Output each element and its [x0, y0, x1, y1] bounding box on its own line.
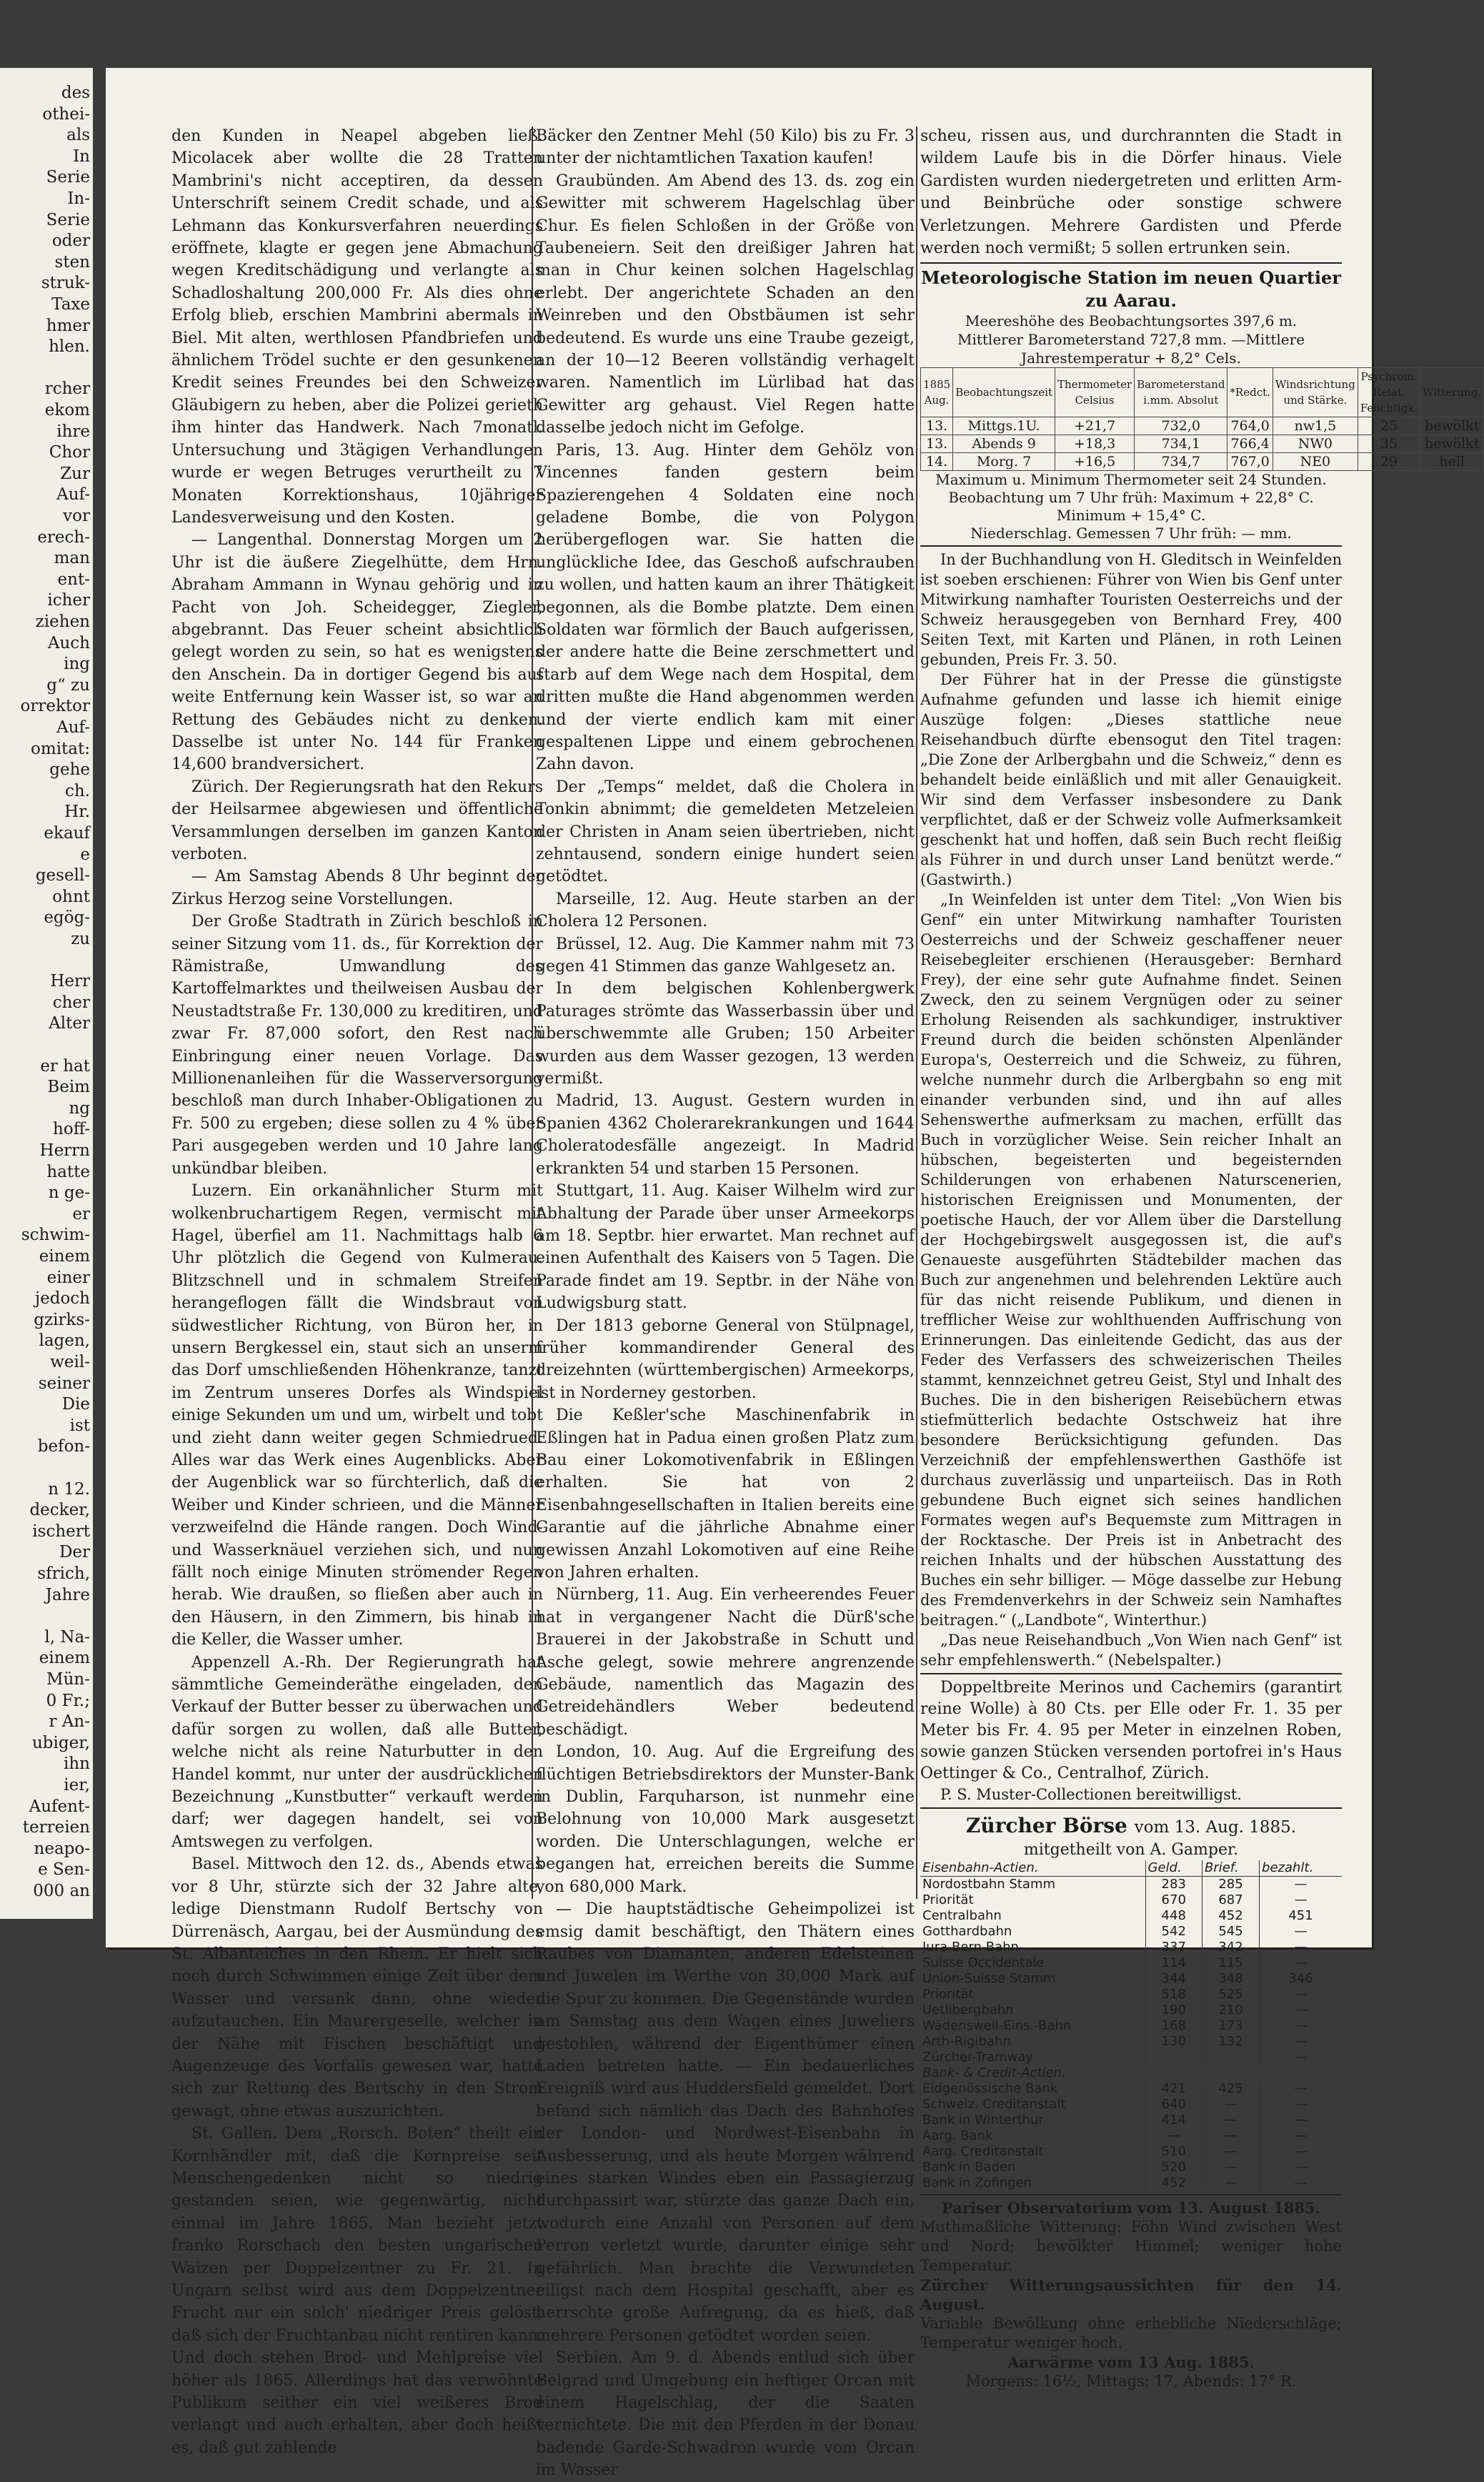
stock-table-cell: —	[1260, 2034, 1342, 2050]
stock-exchange-source: mitgetheilt von A. Gamper.	[1023, 1841, 1239, 1860]
stock-table-row	[920, 2018, 1342, 2034]
article-paragraph: Appenzell A.-Rh. Der Regierungrath hat sämmtliche Gemeinderäthe eingeladen, den Verkauf der Butter besser zu überwachen und dafür sorgen zu wollen, daß alle Butter, welche nicht als reine Naturbutter in den Handel kommt, nur unter der ausdrücklichen Bezeichnung „Kunstbutter“ verkauft werden darf; wer dagegen handelt, sei von Amtswegen zu verfolgen.	[171, 1653, 543, 1851]
weather-table-cell: hell	[1420, 453, 1484, 471]
weather-footnote: Minimum + 15,4° C.	[1056, 507, 1206, 525]
stock-table-cell: 425	[1202, 2081, 1259, 2097]
weather-table-header: Thermometer Celsius	[1055, 368, 1134, 417]
prev-page-fragment: In-	[67, 189, 90, 208]
weather-table-cell: 13.	[921, 435, 953, 453]
stock-table-cell: 520	[1145, 2160, 1202, 2175]
weather-table-row	[921, 417, 1484, 435]
prev-page-fragment: l, Na-	[44, 1627, 90, 1647]
stock-table-row	[920, 1955, 1342, 1971]
stock-table-cell: —	[1260, 2128, 1342, 2144]
forecast-line: Morgens: 16½, Mittags: 17, Abends: 17° R.	[965, 2373, 1297, 2391]
stock-table-row	[920, 1924, 1342, 1940]
divider	[920, 545, 1342, 547]
weather-table-row	[921, 435, 1484, 453]
stock-table-cell: —	[1260, 1987, 1342, 2002]
prev-page-fragment: hatte	[46, 1162, 90, 1181]
prev-page-fragment: icher	[47, 591, 90, 610]
stock-table-cell: —	[1260, 2097, 1342, 2113]
prev-page-fragment: seiner	[38, 1374, 90, 1393]
stock-table-row	[920, 2160, 1342, 2175]
prev-page-fragment: hmer	[46, 316, 90, 335]
stock-table-cell: 545	[1202, 1924, 1259, 1940]
article-paragraph: Graubünden. Am Abend des 13. ds. zog ein Gewitter mit schwerem Hagelschlag über Chur. Es fielen Schloßen in der Größe von Taubeneiern. Seit den dreißiger Jahren hat man in Chur keinen solchen Hagelschlag erlebt. Der angerichtete Schaden an den Weinreben und den Obstbäumen ist sehr bedeutend. Es wurde uns eine Traube gezeigt, an der 10—12 Beeren vollständig verhagelt waren. Namentlich im Lürlibad hat das Gewitter arg gehaust. Viel Regen hatte dasselbe jedoch nicht im Gefolge.	[536, 172, 915, 437]
prev-page-fragment: einem	[39, 1247, 90, 1266]
stock-table-row	[920, 2128, 1342, 2144]
weather-forecast	[920, 2198, 1342, 2391]
stock-exchange-date: vom 13. Aug. 1885.	[1134, 1818, 1297, 1837]
stock-table-cell: —	[1260, 2050, 1342, 2065]
stock-table-header: Eisenbahn-Actien.	[920, 1860, 1145, 1877]
prev-page-fragment: ziehen	[35, 612, 90, 631]
prev-page-fragment: erech-	[37, 527, 90, 547]
weather-table-header: Witterung.	[1420, 368, 1484, 417]
stock-table-cell: —	[1202, 2128, 1259, 2144]
prev-page-fragment: ekom	[44, 401, 90, 420]
weather-footnote: Beobachtung um 7 Uhr früh: Maximum + 22,8° C.	[948, 489, 1314, 507]
prev-page-fragment: lagen,	[39, 1331, 90, 1351]
stock-table-cell: 448	[1145, 1908, 1202, 1924]
stock-table-cell: 421	[1145, 2081, 1202, 2097]
stock-table-cell: Centralbahn	[922, 1908, 1002, 1924]
weather-table	[920, 367, 1484, 471]
prev-page-fragment: ischert	[32, 1522, 90, 1541]
stock-table-cell: 342	[1202, 1940, 1259, 1955]
prev-page-fragment: zu	[71, 930, 90, 948]
prev-page-fragment: orrektor	[20, 697, 90, 716]
prev-page-fragment: als	[66, 126, 90, 145]
article-paragraph: Serbien. Am 9. d. Abends entlud sich über Belgrad und Umgebung ein heftiger Orcan mit einem Hagelschlag, der die Saaten vernichtete. Die mit den Pferden in der Donau badende Garde-Schwadron wurde vom Orcan im Wasser	[536, 2349, 915, 2480]
stock-table-cell: Arth-Rigibahn	[922, 2034, 1011, 2050]
prev-page-fragment: sfrich,	[37, 1564, 90, 1583]
weather-table-cell: 29	[1358, 453, 1420, 471]
weather-table-cell: 764,0	[1227, 417, 1273, 435]
book-ad-paragraph: „Das neue Reisehandbuch „Von Wien nach Genf“ ist sehr empfehlenswerth.“ (Nebelspalter.)	[920, 1632, 1342, 1669]
prev-page-fragment: egög-	[44, 908, 90, 928]
article-paragraph: — Am Samstag Abends 8 Uhr beginnt der Zirkus Herzog seine Vorstellungen.	[171, 868, 543, 908]
prev-page-fragment: Herrn	[39, 1141, 90, 1160]
article-paragraph: Basel. Mittwoch den 12. ds., Abends etwas vor 8 Uhr, stürzte sich der 32 Jahre alte, ledige Dienstmann Rudolf Bertschy von Dürrenäsch, Aargau, bei der Ausmündung des St. Albanteiches in den Rhein. Er hielt sich noch durch Schwimmen einige Zeit über dem Wasser und versank dann, ohne wieder aufzutauchen. Ein Maurergeselle, welcher in der Nähe mit Fischen beschäftigt und Augenzeuge des Vorfalls gewesen war, hatte sich zur Rettung des Bertschy in den Strom gewagt, ohne etwas auszurichten.	[171, 1855, 543, 2120]
stock-table-cell: Schweiz. Creditanstalt	[922, 2097, 1066, 2113]
prev-page-fragment: e Sen-	[38, 1860, 90, 1880]
article-paragraph: Stuttgart, 11. Aug. Kaiser Wilhelm wird zur Abhaltung der Parade über unser Armeekorps am 18. Septbr. hier erwartet. Man rechnet auf einen Aufenthalt des Kaisers von 5 Tagen. Die Parade findet am 19. Septbr. in der Nähe von Ludwigsburg statt.	[536, 1182, 915, 1313]
stock-table-cell: —	[1260, 1892, 1342, 1908]
prev-page-fragment: cher	[52, 993, 90, 1012]
merinos-ad-ps: P. S. Muster-Collectionen bereitwilligst.	[940, 1786, 1242, 1804]
stock-table-cell: Priorität	[922, 1987, 974, 2002]
stock-table-cell: 173	[1202, 2018, 1259, 2034]
stock-table-cell: Gotthardbahn	[922, 1924, 1012, 1940]
stock-table-cell: —	[1202, 2175, 1259, 2191]
stock-table-cell: Wädensweil-Eins.-Bahn	[922, 2018, 1072, 2034]
stock-table-cell: Aarg. Creditanstalt	[922, 2144, 1044, 2160]
stock-table-cell: 337	[1145, 1940, 1202, 1955]
article-paragraph: Nürnberg, 11. Aug. Ein verheerendes Feuer hat in vergangener Nacht die Dürß'sche Brauerei in der Jakobstraße in Schutt und Asche gelegt, sowie mehrere angrenzende Gebäude, namentlich das Magazin des Getreidehändlers Weber bedeutend beschädigt.	[536, 1586, 915, 1739]
prev-page-fragment: Serie	[46, 210, 90, 229]
stock-table-cell: Bank in Winterthur	[922, 2113, 1044, 2128]
prev-page-fragment: n ge-	[48, 1183, 90, 1203]
forecast-line: Variable Bewölkung ohne erhebliche Niederschläge; Temperatur weniger hoch.	[920, 2315, 1342, 2352]
article-paragraph: Brüssel, 12. Aug. Die Kammer nahm mit 73 gegen 41 Stimmen das ganze Wahlgesetz an.	[536, 935, 915, 976]
weather-table-cell: Morg. 7	[953, 453, 1055, 471]
prev-page-fragment: Jahre	[45, 1585, 90, 1604]
newspaper-page	[106, 68, 1482, 2480]
weather-station-box	[920, 267, 1482, 542]
prev-page-fragment: ng	[69, 1098, 90, 1118]
prev-page-fragment: er hat	[40, 1056, 90, 1076]
prev-page-fragment: Beim	[47, 1078, 90, 1097]
weather-table-cell: +21,7	[1055, 417, 1134, 435]
divider	[920, 1807, 1342, 1809]
stock-table-cell: 518	[1145, 1987, 1202, 2002]
stock-section-label: Bank- & Credit-Actien.	[922, 2065, 1066, 2081]
stock-table-row	[920, 1892, 1342, 1908]
stock-table-cell: Zürcher-Tramway	[922, 2050, 1033, 2065]
book-ad-paragraph: „In Weinfelden ist unter dem Titel: „Von Wien bis Genf“ ein unter Mitwirkung namhafter Touristen Oesterreichs und der Schweiz geschaffener neuer Reisebegleiter erschienen (Herausgeber: Bernhard Frey), der eine sehr gute Aufnahme findet. Seinen Zweck, den zu seinem Vergnügen oder zu seiner Erholung Reisenden als sachkundiger, instruktiver Freund durch die beiden schönsten Alpenländer Europa's, Oesterreich und die Schweiz, zu führen, welche nunmehr durch die Arlbergbahn so eng mit einander verbunden sind, und ihn auf alles Sehenswerthe aufmerksam zu machen, erfüllt das Buch in vorzüglicher Weise. Sein reicher Inhalt an hübschen, begeisterten und begeisternden Schilderungen von erhabenen Naturscenerien, historischen Ereignissen und Monumenten, der poetische Hauch, der vor Allem über die Darstellung der Hochgebirgswelt ausgegossen ist, die auf's Genaueste ausgeführten Städtebilder machen das Buch zur angenehmen und belehrenden Lektüre auch für das nicht reisende Publikum, und dienen in trefflicher Weise zur wohlthuenden Auffrischung von Erinnerungen. Das einleitende Gedicht, das aus der Feder des Verfassers des schweizerischen Theiles stammt, kennzeichnet getreu Geist, Styl und Inhalt des Buches. Die in den bisherigen Reisebüchern etwas stiefmütterlich bedachte Ostschweiz hat ihre besondere Berücksichtigung gefunden. Das Verzeichniß der empfehlenswerthen Gasthöfe ist durchaus zuverlässig und unparteiisch. Das in Roth gebundene Buch eignet sich seines handlichen Formates wegen auf's Bequemste zum Mittragen in der Rocktasche. Der Preis ist in Anbetracht des reichen Inhalts und der hübschen Ausstattung des Buches ein sehr billiger. — Möge dasselbe zur Hebung des Fremdenverkehrs in der Schweiz sein Namhaftes beitragen.“ („Landbote“, Winterthur.)	[920, 891, 1342, 1629]
prev-page-fragment: rcher	[44, 379, 90, 399]
stock-table-cell: —	[1260, 2081, 1342, 2097]
stock-table-cell: —	[1260, 1924, 1342, 1940]
stock-table-row	[920, 2034, 1342, 2050]
prev-page-fragment: Zur	[60, 464, 90, 483]
stock-table-cell: Union-Suisse Stamm	[922, 1971, 1056, 1987]
stock-table-cell: Aarg. Bank	[922, 2128, 993, 2144]
prev-page-fragment: omitat:	[31, 739, 90, 758]
forecast-line: Aarwärme vom 13 Aug. 1885.	[1007, 2353, 1255, 2372]
prev-page-fragment: ubiger,	[31, 1733, 90, 1752]
column-rule	[916, 126, 917, 1899]
stock-table-row	[920, 1908, 1342, 1924]
stock-table-cell: Bank in Zofingen	[922, 2175, 1032, 2191]
forecast-line: Zürcher Witterungsaussichten für den 14. August.	[920, 2276, 1342, 2314]
stock-table-cell: 285	[1202, 1877, 1259, 1893]
stock-table-row	[920, 2050, 1342, 2065]
stock-exchange-box	[920, 1813, 1342, 2191]
stock-table-cell: 130	[1145, 2034, 1202, 2050]
prev-page-fragment: neapo-	[34, 1839, 90, 1858]
article-paragraph: Zürich. Der Regierungsrath hat den Rekurs der Heilsarmee abgewiesen und öffentliche Versammlungen derselben im ganzen Kanton verboten.	[171, 778, 543, 863]
merinos-ad-text: Doppeltbreite Merinos und Cachemirs (garantirt reine Wolle) à 80 Cts. per Elle oder Fr. 1. 35 per Meter bis Fr. 4. 95 per Meter in einzelnen Roben, sowie ganzen Stücken versenden portofrei in's Haus Oettinger & Co., Centralhof, Zürich.	[920, 1679, 1342, 1783]
stock-table-header: bezahlt.	[1260, 1860, 1342, 1877]
prev-page-fragment: Auf-	[56, 485, 90, 505]
stock-table-cell: 132	[1202, 2034, 1259, 2050]
prev-page-fragment: gehe	[49, 760, 90, 780]
prev-page-fragment: oder	[51, 232, 90, 251]
article-paragraph: In dem belgischen Kohlenbergwerk Paturages strömte das Wasserbassin über und überschwemmte alle Gruben; 150 Arbeiter wurden aus dem Wasser gezogen, 13 werden vermißt.	[536, 980, 915, 1088]
weather-table-cell: +16,5	[1055, 453, 1134, 471]
weather-table-cell: Mittgs.1U.	[953, 417, 1055, 435]
prev-page-fragment: er	[72, 1204, 90, 1223]
stock-table-cell	[1145, 2050, 1202, 2065]
weather-table-header: Barometerstand i.mm. Absolut	[1135, 368, 1227, 417]
stock-table-cell: 114	[1145, 1955, 1202, 1971]
stock-table-cell: Bank in Baden	[922, 2160, 1016, 2175]
stock-table-cell: 190	[1145, 2002, 1202, 2018]
stock-table-cell: —	[1260, 2175, 1342, 2191]
stock-table-cell: —	[1260, 2144, 1342, 2160]
stock-table-cell: —	[1145, 2128, 1202, 2144]
stock-table-row	[920, 2002, 1342, 2018]
prev-page-fragment: befon-	[37, 1437, 90, 1456]
prev-page-fragment: n 12.	[48, 1479, 90, 1499]
prev-page-fragment: Herr	[50, 972, 90, 991]
stock-table-cell: 168	[1145, 2018, 1202, 2034]
weather-table-row	[921, 453, 1484, 471]
prev-page-fragment: Aufent-	[29, 1797, 90, 1816]
weather-table-cell: bewölkt	[1420, 435, 1484, 453]
stock-exchange-title	[920, 1813, 1342, 1840]
stock-table-row	[920, 2097, 1342, 2113]
prev-page-fragment: jedoch	[34, 1289, 90, 1309]
stock-table-cell: —	[1260, 1877, 1342, 1893]
stock-table-cell: Eidgenössische Bank	[922, 2081, 1058, 2097]
weather-table-cell: 766,4	[1227, 435, 1273, 453]
divider	[920, 2194, 1342, 2195]
prev-page-fragment: In	[73, 147, 90, 166]
divider	[920, 1673, 1342, 1674]
prev-page-fragment: 000 an	[33, 1882, 90, 1900]
stock-table-cell: —	[1260, 1940, 1342, 1955]
article-paragraph: Die Keßler'sche Maschinenfabrik in Eßlingen hat in Padua einen großen Platz zum Bau einer Lokomotivenfabrik in Eßlingen erhalten. Sie hat von 2 Eisenbahngesellschaften in Italien bereits eine Garantie auf die jährliche Abnahme einer gewissen Anzahl Lokomotiven auf eine Reihe von Jahren erhalten.	[536, 1406, 915, 1582]
stock-table-row	[920, 1877, 1342, 1893]
prev-page-fragment: ohnt	[52, 887, 90, 906]
stock-table	[920, 1860, 1342, 2191]
stock-table-section	[920, 2065, 1342, 2081]
prev-page-fragment: terreien	[22, 1818, 90, 1837]
weather-table-cell: nw1,5	[1273, 417, 1358, 435]
prev-page-fragment: Serie	[46, 168, 90, 187]
article-paragraph: London, 10. Aug. Auf die Ergreifung des flüchtigen Betriebsdirektors der Munster-Bank in Dublin, Farquharson, ist nunmehr eine Belohnung von 10,000 Mark ausgesetzt worden. Die Unterschlagungen, welche er begangen hat, erreichen bereits die Summe von 680,000 Mark.	[536, 1743, 915, 1896]
article-paragraph: Paris, 13. Aug. Hinter dem Gehölz von Vincennes fanden gestern beim Spazierengehen 4 Soldaten eine noch geladene Bombe, die von Polygon herübergeflogen war. Sie hatten die unglückliche Idee, das Geschoß aufschrauben zu wollen, und hatten kaum an ihrer Thätigkeit begonnen, als die Bombe platzte. Dem einen Soldaten war förmlich der Bauch aufgerissen, der andere hatte die Beine zerschmettert und starb auf dem Wege nach dem Hospital, dem dritten mußte die Hand abgenommen werden und der vierte endlich kam mit einer gespaltenen Lippe und einem gebrochenen Zahn davon.	[536, 441, 915, 774]
prev-page-fragment: ekauf	[44, 824, 90, 843]
stock-table-cell: —	[1202, 2113, 1259, 2128]
stock-table-cell: 344	[1145, 1971, 1202, 1987]
article-paragraph: scheu, rissen aus, und durchrannten die Stadt in wildem Laufe bis in die Dörfer hinaus. Viele Gardisten wurden niedergetreten und erlitten Arm- und Beinbrüche oder sonstige schwere Verletzungen. Mehrere Gardisten und Pferde werden noch vermißt; 5 sollen ertrunken sein.	[920, 127, 1342, 258]
forecast-line: Pariser Observatorium vom 13. August 1885.	[942, 2199, 1320, 2218]
stock-table-cell: Uetlibergbahn	[922, 2002, 1014, 2018]
weather-table-cell: 13.	[921, 417, 953, 435]
prev-page-fragment: sten	[54, 252, 90, 272]
stock-table-row	[920, 1987, 1342, 2002]
weather-table-cell: NE0	[1273, 453, 1358, 471]
stock-table-row	[920, 2175, 1342, 2191]
stock-table-cell: Suisse Occidentale	[922, 1955, 1045, 1971]
weather-table-cell: 14.	[921, 453, 953, 471]
stock-table-cell: 451	[1260, 1908, 1342, 1924]
stock-table-cell: —	[1260, 2113, 1342, 2128]
weather-table-header: 1885 Aug.	[921, 368, 953, 417]
stock-table-cell: 640	[1145, 2097, 1202, 2113]
prev-page-fragment: Die	[61, 1395, 90, 1414]
weather-table-cell: 734,1	[1135, 435, 1227, 453]
weather-table-cell: 35	[1358, 435, 1420, 453]
prev-page-fragment: g“ zu	[46, 675, 90, 695]
stock-table-row	[920, 1940, 1342, 1955]
stock-table-cell: 115	[1202, 1955, 1259, 1971]
column-2	[536, 125, 915, 2482]
weather-table-header: *Redct.	[1227, 368, 1273, 417]
weather-table-header: Beobachtungszeit	[953, 368, 1055, 417]
weather-footnote: Maximum u. Minimum Thermometer seit 24 Stunden.	[935, 471, 1327, 489]
prev-page-fragment: ihre	[56, 422, 90, 441]
stock-table-cell	[1202, 2050, 1259, 2065]
prev-page-fragment: einer	[46, 1268, 90, 1287]
article-paragraph: Luzern. Ein orkanähnlicher Sturm mit wolkenbruchartigem Regen, vermischt mit Hagel, überfiel am 11. Nachmittags halb 6 Uhr plötzlich die Gegend von Kulmerau. Blitzschnell und in schmalem Streifen herangeflogen fällt die Windsbraut von südwestlicher Richtung, von Büron her, in unsern Bergkessel ein, staut sich an unserm das Dorf umschließenden Höhenkranze, tanzt im Zentrum unseres Dorfes als Windspiel einige Sekunden um und um, wirbelt und tobt und zieht dann weiter gegen Schmiedrued. Alles war das Werk eines Augenblicks. Aber der Augenblick war so fürchterlich, daß die Weiber und Kinder schrieen, und die Männer verzweifelnd die Hände rangen. Doch Wind- und Wasserknäuel verziehen sich, und nun fällt noch einige Minuten strömender Regen herab. Wie draußen, so fließen aber auch in den Häusern, in den Zimmern, bis hinab in die Keller, die Wasser umher.	[171, 1182, 543, 1649]
prev-page-fragment: des	[61, 84, 90, 102]
stock-table-header: Brief.	[1202, 1860, 1259, 1877]
prev-page-fragment: decker,	[29, 1501, 90, 1520]
forecast-line: Muthmaßliche Witterung: Föhn Wind zwischen West und Nord; bewölkter Himmel; weniger hohe Temperatur.	[920, 2218, 1342, 2275]
stock-table-cell: 525	[1202, 1987, 1259, 2002]
article-paragraph: St. Gallen. Dem „Rorsch. Boten“ theilt ein Kornhändler mit, daß die Kornpreise seit Menschengedenken nicht so niedrig gestanden seien, wie gegenwärtig, nicht einmal im Jahre 1865. Man bezieht jetzt franko Rorschach den besten ungarischen Waizen per Doppelzentner zu Fr. 21. In Ungarn selbst wird aus dem Doppelzentner Frucht nur ein solch' niedriger Preis gelöst, daß sich der Fruchtanbau nicht rentiren kann. Und doch stehen Brod- und Mehlpreise viel höher als 1865. Allerdings hat das verwöhnte Publikum seither ein viel weißeres Brod verlangt und auch erhalten, aber doch heißt es, daß gut zahlende	[171, 2125, 543, 2457]
prev-page-fragment: einem	[39, 1649, 90, 1668]
prev-page-fragment: ing	[64, 655, 90, 674]
article-paragraph: Marseille, 12. Aug. Heute starben an der Cholera 12 Personen.	[536, 890, 915, 931]
stock-table-cell: 687	[1202, 1892, 1259, 1908]
stock-table-cell: 283	[1145, 1877, 1202, 1893]
prev-page-fragment: 0 Fr.;	[46, 1691, 90, 1710]
stock-table-cell: 348	[1202, 1971, 1259, 1987]
divider	[920, 262, 1342, 264]
prev-page-fragment: struk-	[41, 274, 90, 293]
stock-table-cell: Nordostbahn Stamm	[922, 1877, 1056, 1892]
prev-page-fragment: Mün-	[46, 1670, 90, 1689]
stock-table-cell: —	[1260, 2018, 1342, 2034]
prev-page-fragment: vor	[63, 507, 90, 525]
stock-table-row	[920, 1971, 1342, 1987]
prev-page-fragment: Taxe	[51, 295, 90, 314]
weather-table-header: Psychrom. Relat. Feuchtigk.	[1358, 368, 1420, 417]
merinos-advertisement	[920, 1677, 1342, 1805]
prev-page-fragment: ier,	[64, 1776, 90, 1795]
stock-table-cell: 210	[1202, 2002, 1259, 2018]
prev-page-fragment: Hr.	[64, 803, 90, 822]
prev-page-fragment: r An-	[49, 1712, 90, 1732]
stock-table-cell: —	[1202, 2144, 1259, 2160]
prev-page-fragment: gzirks-	[34, 1310, 90, 1329]
stock-table-row	[920, 2081, 1342, 2097]
column-3	[920, 125, 1482, 2391]
article-paragraph: Madrid, 13. August. Gestern wurden in Spanien 4362 Cholerarekrankungen und 1644 Choleratodesfälle angezeigt. In Madrid erkrankten 54 und starben 15 Personen.	[536, 1092, 915, 1178]
column-1	[171, 125, 543, 2459]
prev-page-fragment: Der	[59, 1543, 90, 1562]
book-ad-paragraph: In der Buchhandlung von H. Gleditsch in Weinfelden ist soeben erschienen: Führer von Wien bis Genf unter Mitwirkung namhafter Touristen Oesterreichs und der Schweiz herausgegeben von Bernhard Frey, 400 Seiten Text, mit Karten und Plänen, in roth Leinen gebunden, Preis Fr. 3. 50.	[920, 551, 1342, 669]
stock-table-header: Geld.	[1145, 1860, 1202, 1877]
prev-page-fragment: ihn	[64, 1754, 90, 1774]
weather-table-header: Windsrichtung und Stärke.	[1273, 368, 1358, 417]
stock-table-cell: —	[1260, 2002, 1342, 2018]
weather-footnote: Niederschlag. Gemessen 7 Uhr früh: — mm.	[970, 525, 1292, 542]
stock-table-cell: 670	[1145, 1892, 1202, 1908]
previous-page-edge	[0, 68, 93, 1919]
stock-table-cell: Jura-Bern-Bahn	[922, 1940, 1019, 1955]
article-paragraph: Bäcker den Zentner Mehl (50 Kilo) bis zu Fr. 3 unter der nichtamtlichen Taxation kaufen!	[536, 127, 915, 168]
stock-table-cell: —	[1202, 2097, 1259, 2113]
prev-page-fragment: ch.	[64, 781, 90, 800]
stock-table-cell: 510	[1145, 2144, 1202, 2160]
stock-table-cell: 542	[1145, 1924, 1202, 1940]
prev-page-fragment: othei-	[42, 104, 90, 124]
prev-page-fragment: Alter	[49, 1014, 90, 1033]
weather-table-cell: bewölkt	[1420, 417, 1484, 435]
article-paragraph: Der Große Stadtrath in Zürich beschloß in seiner Sitzung vom 11. ds., für Korrektion der Rämistraße, Umwandlung des Kartoffelmarktes und theilweisen Ausbau der Neustadtstraße Fr. 130,000 zu kreditiren, und zwar Fr. 87,000 sofort, den Rest nach Einbringung einer neuen Vorlage. Das Millionenanleihen für die Wasserversorgung beschloß man durch Inhaber-Obligationen zu Fr. 500 zu ergeben; diese sollen zu 4 % über Pari ausgegeben werden und 10 Jahre lang unkündbar bleiben.	[171, 913, 543, 1178]
book-advertisement	[920, 550, 1342, 1670]
weather-table-cell: 732,0	[1135, 417, 1227, 435]
article-paragraph: — Die hauptstädtische Geheimpolizei ist emsig damit beschäftigt, den Thätern eines Raubes von Diamanten, anderen Edelsteinen und Juwelen im Werthe von 30,000 Mark auf die Spur zu kommen. Die Gegenstände wurden am Samstag aus dem Wagen eines Juweliers gestohlen, während der Eigenthümer einen Laden betreten hatte. — Ein bedauerliches Ereigniß wird aus Huddersfield gemeldet. Dort befand sich nämlich das Dach des Bahnhofes der London- und Nordwest-Eisenbahn in Ausbesserung, und als heute Morgen während eines starken Windes eben ein Passagierzug durchpassirt war, stürzte das ganze Dach ein, wodurch eine Anzahl von Personen auf dem Perron verletzt wurde, darunter einige sehr gefährlich. Man brachte die Verwundeten eiligst nach dem Hospital geschafft, aber es herrschte große Aufregung, da es hieß, daß mehrere Personen getödtet worden seien.	[536, 1900, 915, 2345]
prev-page-fragment: Auf-	[56, 718, 90, 737]
article-paragraph: Der 1813 geborne General von Stülpnagel, früher kommandirender General des dreizehnten (württembergischen) Armeekorps, ist in Norderney gestorben.	[536, 1316, 915, 1402]
weather-table-cell: +18,3	[1055, 435, 1134, 453]
article-paragraph: Der „Temps“ meldet, daß die Cholera in Tonkin abnimmt; die gemeldeten Metzeleien der Christen in Anam seien übertrieben, nicht zehntausend, sondern einige hundert seien getödtet.	[536, 778, 915, 886]
weather-station-title: Meteorologische Station im neuen Quartier zu Aarau.	[921, 267, 1341, 311]
stock-table-cell: 452	[1202, 1908, 1259, 1924]
stock-table-cell: 414	[1145, 2113, 1202, 2128]
prev-page-fragment: Chor	[49, 443, 90, 462]
weather-station-info: Meereshöhe des Beobachtungsortes 397,6 m.	[965, 312, 1298, 330]
weather-table-cell: Abends 9	[953, 435, 1055, 453]
stock-table-cell: —	[1260, 2160, 1342, 2175]
stock-table-row	[920, 2113, 1342, 2128]
weather-table-cell: NW0	[1273, 435, 1358, 453]
stock-table-cell: —	[1260, 1955, 1342, 1971]
book-ad-paragraph: Der Führer hat in der Presse die günstigste Aufnahme gefunden und lasse ich hiemit einige Auszüge folgen: „Dieses stattliche neue Reisehandbuch dürfte ebensogut den Titel tragen: „Die Zone der Arlbergbahn und die Schweiz,“ denn es behandelt beide einläßlich und mit aller Genauigkeit. Wir sind dem Verfasser insbesondere zu Dank verpflichtet, daß er der Schweiz volle Aufmerksamkeit geschenkt hat und hoffen, daß sein Buch recht fleißig als Führer in und durch unser Land benützt werde.“ (Gastwirth.)	[920, 671, 1342, 889]
weather-station-info: Mittlerer Barometerstand 727,8 mm. —Mittlere	[957, 331, 1305, 349]
stock-table-cell: Priorität	[922, 1892, 974, 1908]
stock-table-cell: —	[1202, 2160, 1259, 2175]
prev-page-fragment: hoff-	[53, 1120, 90, 1139]
prev-page-fragment: gesell-	[35, 866, 90, 885]
prev-page-fragment: ent-	[57, 570, 90, 589]
prev-page-fragment: hlen.	[49, 337, 90, 357]
prev-page-fragment: weil-	[50, 1353, 90, 1371]
weather-table-cell: 734,7	[1135, 453, 1227, 471]
prev-page-fragment: schwim-	[21, 1226, 90, 1245]
stock-table-row	[920, 2144, 1342, 2160]
weather-station-info: Jahrestemperatur + 8,2° Cels.	[1021, 349, 1241, 367]
article-paragraph: — Langenthal. Donnerstag Morgen um 2 Uhr ist die äußere Ziegelhütte, dem Hrn. Abraham Ammann in Wynau gehörig und in Pacht von Joh. Scheidegger, Ziegler, abgebrannt. Das Feuer scheint absichtlich gelegt worden zu sein, so hat es wenigstens den Anschein. Da in dortiger Gegend bis auf weite Entfernung kein Wasser ist, so war an Rettung des Gebäudes nicht zu denken. Dasselbe ist unter No. 144 für Franken 14,600 brandversichert.	[171, 531, 543, 774]
article-paragraph: den Kunden in Neapel abgeben ließ. Micolacek aber wollte die 28 Tratten Mambrini's nicht acceptiren, da dessen Unterschrift seinem Credit schade, und als Lehmann das Konkursverfahren neuerdings eröffnete, klagte er gegen jene Abmachung wegen Kreditschädigung und verlangte als Schadloshaltung 200,000 Fr. Als dies ohne Erfolg blieb, erschien Mambrini abermals in Biel. Mit alten, werthlosen Pfandbriefen und ähnlichem Trödel suchte er den gesunkenen Kredit seines Freundes bei den Schweizer Gläubigern zu heben, aber die Polizei gerieth ihm hinter das Handwerk. Nach 7monatl. Untersuchung und 3tägigen Verhandlungen wurde er wegen Betruges verurtheilt zu 7 Monaten Korrektionshaus, 10jähriger Landesverweisung und den Kosten.	[171, 127, 543, 527]
weather-table-cell: 767,0	[1227, 453, 1273, 471]
stock-table-cell: 452	[1145, 2175, 1202, 2191]
stock-exchange-name: Zürcher Börse	[965, 1814, 1127, 1838]
prev-page-fragment: man	[54, 549, 90, 568]
prev-page-fragment: e	[80, 845, 90, 864]
weather-table-cell: 25	[1358, 417, 1420, 435]
prev-page-fragment: ist	[69, 1416, 90, 1435]
prev-page-fragment: Auch	[47, 633, 90, 652]
stock-table-cell: 346	[1260, 1971, 1342, 1987]
